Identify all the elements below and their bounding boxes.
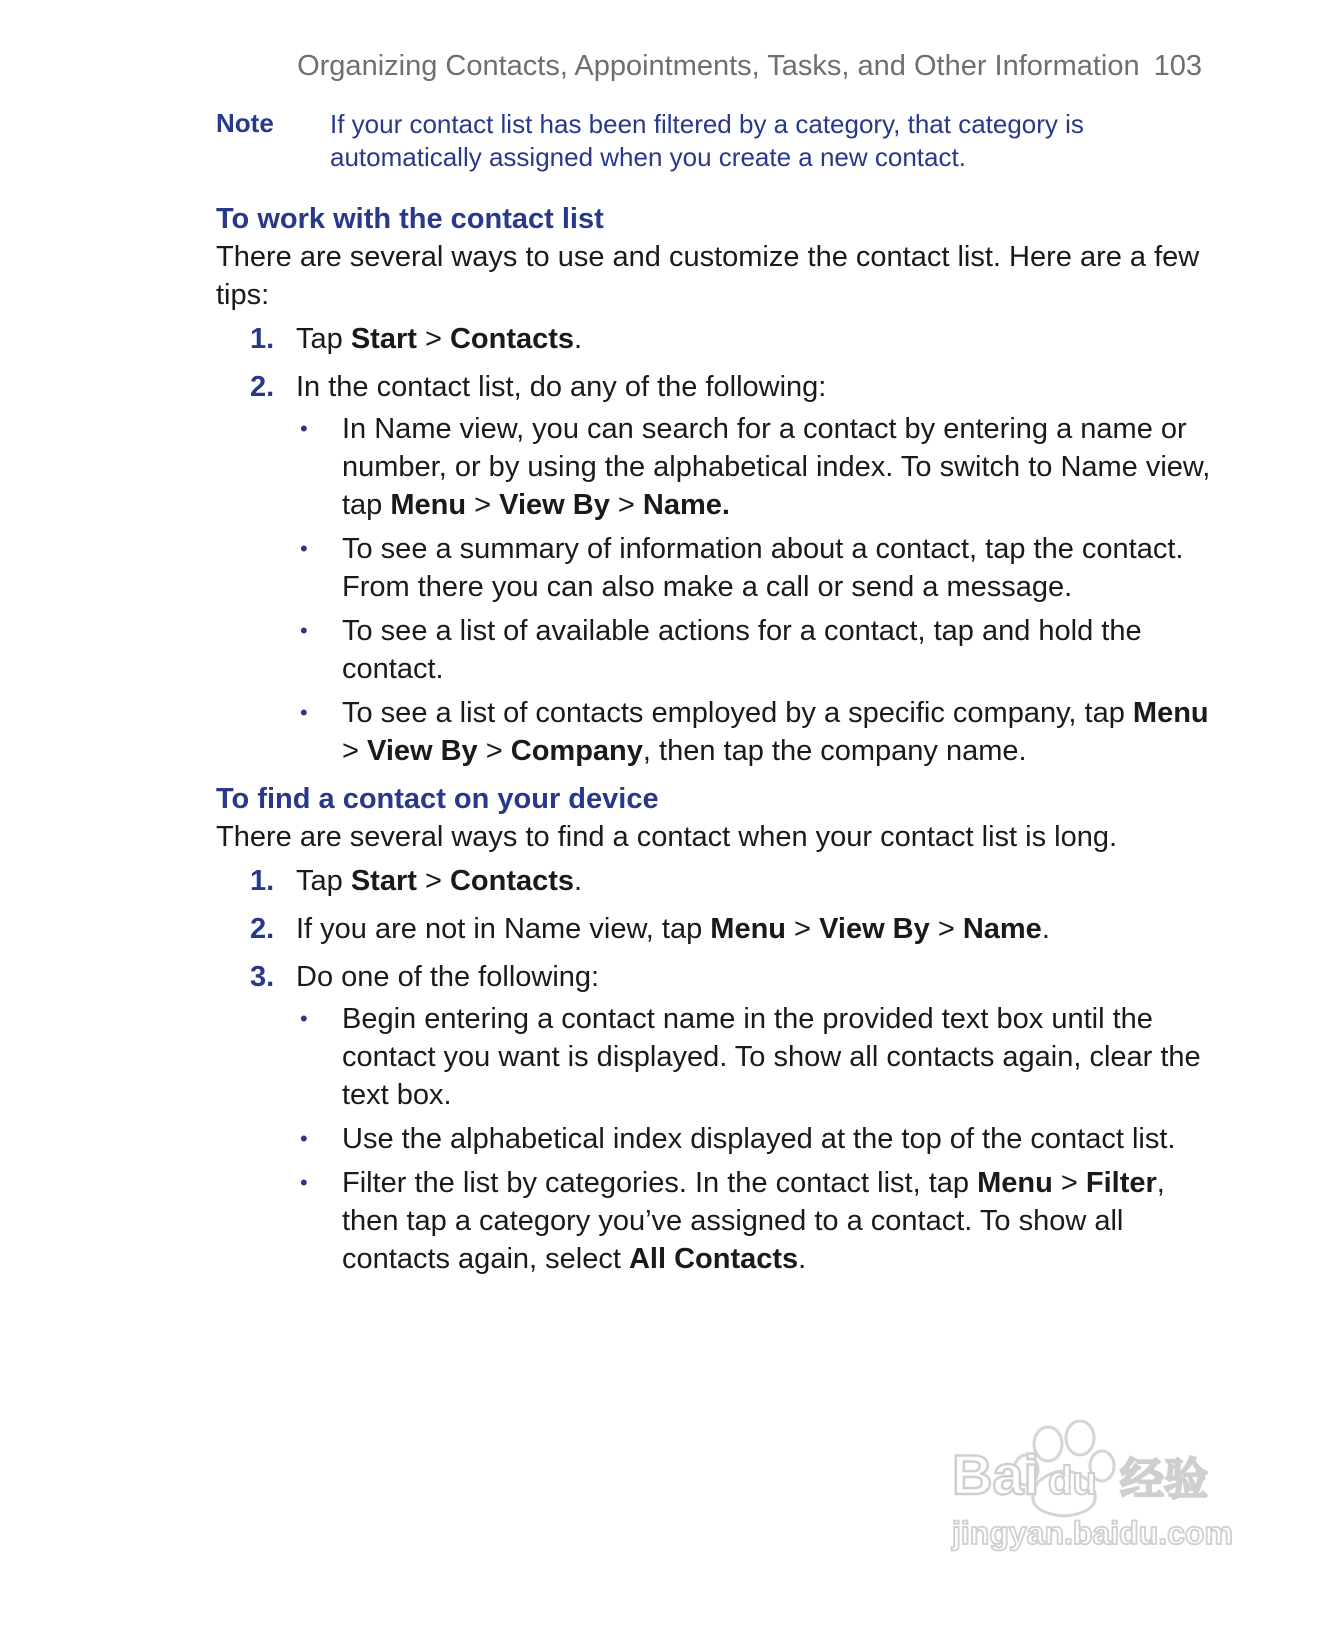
menu-separator: >	[416, 865, 450, 897]
bullet-text: Use the alphabetical index displayed at the top of the contact list.	[342, 1123, 1176, 1155]
ui-term-menu: Menu	[390, 489, 467, 521]
menu-separator: >	[609, 489, 643, 521]
ui-term-view-by: View By	[819, 913, 930, 945]
bullet-icon: •	[300, 700, 308, 725]
step-text: Tap	[296, 865, 351, 897]
svg-text:经验: 经验	[1120, 1454, 1208, 1505]
bullet-item	[296, 1164, 1226, 1278]
bullet-icon: •	[300, 1126, 308, 1151]
svg-text:du: du	[1048, 1459, 1097, 1503]
step-number: 3.	[250, 961, 275, 993]
bullet-text: To see a list of contacts employed by a specific company, tap	[342, 697, 1133, 729]
step-item	[216, 862, 1226, 900]
step-text: .	[574, 865, 583, 897]
step-item	[216, 320, 1226, 358]
svg-text:Bai: Bai	[952, 1443, 1040, 1506]
ui-term-view-by: View By	[367, 735, 478, 767]
bullet-icon: •	[300, 618, 308, 643]
section-intro: There are several ways to find a contact when your contact list is long.	[216, 821, 1118, 853]
bullet-icon: •	[300, 1170, 308, 1195]
main-content	[216, 200, 1226, 1288]
page-number: 103	[1153, 50, 1202, 82]
svg-text:jingyan.baidu.com: jingyan.baidu.com	[952, 1515, 1233, 1551]
bullet-text: To see a list of available actions for a contact, tap and hold the contact.	[342, 615, 1142, 685]
bullet-list	[296, 410, 1226, 770]
bullet-icon: •	[300, 536, 308, 561]
baidu-jingyan-watermark	[948, 1420, 1248, 1570]
step-number: 1.	[250, 323, 275, 355]
bullet-list	[296, 1000, 1226, 1278]
step-number: 1.	[250, 865, 275, 897]
step-text: .	[574, 323, 583, 355]
ui-term-name: Name	[962, 913, 1042, 945]
ui-term-name: Name.	[642, 489, 730, 521]
page-header	[297, 50, 1202, 83]
section-heading-find-contact: To find a contact on your device	[216, 783, 659, 815]
steps-list	[216, 320, 1226, 770]
menu-separator: >	[1052, 1167, 1086, 1199]
menu-separator: >	[477, 735, 511, 767]
ui-term-filter: Filter	[1085, 1167, 1157, 1199]
ui-term-contacts: Contacts	[449, 865, 575, 897]
bullet-item	[296, 1000, 1226, 1114]
bullet-item	[296, 530, 1226, 606]
menu-separator: >	[342, 735, 367, 767]
chapter-title: Organizing Contacts, Appointments, Tasks, and Other Information	[297, 50, 1140, 82]
step-item	[216, 910, 1226, 948]
bullet-icon: •	[300, 1006, 308, 1031]
note-label: Note	[216, 108, 274, 138]
ui-term-view-by: View By	[499, 489, 610, 521]
step-text: Do one of the following:	[296, 961, 600, 993]
step-text: In the contact list, do any of the following:	[296, 371, 827, 403]
ui-term-company: Company	[510, 735, 643, 767]
step-text: Tap	[296, 323, 351, 355]
step-item	[216, 368, 1226, 770]
bullet-text: Begin entering a contact name in the provided text box until the contact you want is displayed. To show all contacts again, clear the text box.	[342, 1003, 1201, 1111]
menu-separator: >	[929, 913, 963, 945]
ui-term-menu: Menu	[977, 1167, 1053, 1199]
ui-term-start: Start	[350, 323, 417, 355]
note-text: If your contact list has been filtered by a category, that category is automatically assigned when you create a new contact.	[330, 109, 1084, 172]
bullet-icon: •	[300, 416, 308, 441]
step-item	[216, 958, 1226, 1278]
bullet-text: .	[798, 1243, 807, 1275]
ui-term-start: Start	[350, 865, 417, 897]
bullet-text: , then tap a category you’ve assigned to a contact. To show all contacts again, select	[342, 1167, 1165, 1275]
step-text: .	[1041, 913, 1050, 945]
step-text: If you are not in Name view, tap	[296, 913, 711, 945]
bullet-text: Filter the list by categories. In the contact list, tap	[342, 1167, 978, 1199]
bullet-item	[296, 612, 1226, 688]
bullet-text: To see a summary of information about a contact, tap the contact. From there you can also make a call or send a message.	[342, 533, 1184, 603]
menu-separator: >	[786, 913, 820, 945]
ui-term-all-contacts: All Contacts	[628, 1243, 799, 1275]
baidu-paw-logo-icon	[948, 1420, 1248, 1570]
bullet-text: In Name view, you can search for a contact by entering a name or number, or by using the alphabetical index. To switch to Name view, tap	[342, 413, 1211, 521]
section-heading-contact-list: To work with the contact list	[216, 203, 604, 235]
bullet-item	[296, 410, 1226, 524]
step-number: 2.	[250, 913, 275, 945]
steps-list	[216, 862, 1226, 1278]
step-number: 2.	[250, 371, 275, 403]
menu-separator: >	[416, 323, 450, 355]
bullet-item	[296, 694, 1226, 770]
section-find-contact	[216, 780, 1226, 1278]
ui-term-menu: Menu	[710, 913, 786, 945]
ui-term-menu: Menu	[1132, 697, 1209, 729]
menu-separator: >	[466, 489, 500, 521]
bullet-item	[296, 1120, 1226, 1158]
ui-term-contacts: Contacts	[449, 323, 575, 355]
section-intro: There are several ways to use and customize the contact list. Here are a few tips:	[216, 241, 1200, 311]
bullet-text: , then tap the company name.	[642, 735, 1027, 767]
